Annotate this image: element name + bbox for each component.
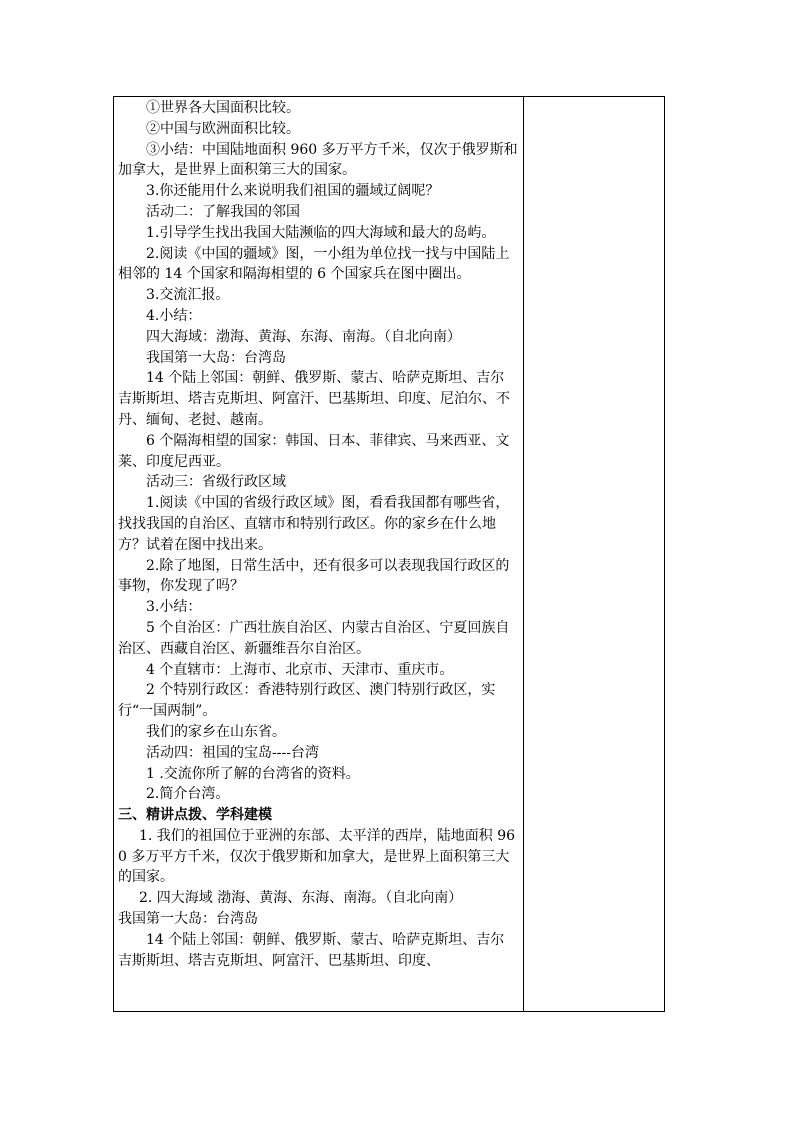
- paragraph: 1 .交流你所了解的台湾省的资料。: [146, 765, 360, 782]
- paragraph: 4.小结：: [146, 307, 202, 324]
- paragraph: 1.引导学生找出我国大陆濒临的四大海域和最大的岛屿。: [146, 224, 496, 241]
- paragraph: 3.小结：: [146, 599, 202, 616]
- paragraph: 2.阅读《中国的疆域》图，一小组为单位找一找与中国陆上相邻的 14 个国家和隔海相望的 6 个国家兵在图中圈出。: [118, 245, 510, 283]
- lesson-plan-table: [113, 96, 665, 1012]
- paragraph: 2.除了地图，日常生活中，还有很多可以表现我国行政区的事物，你发现了吗？: [118, 557, 510, 595]
- paragraph: 我国第一大岛：台湾岛: [146, 349, 286, 366]
- paragraph: 3.你还能用什么来说明我们祖国的疆域辽阔呢？: [146, 183, 440, 200]
- paragraph: 我国第一大岛：台湾岛: [118, 911, 258, 928]
- section-heading: 三、精讲点拨、学科建模: [118, 807, 272, 824]
- paragraph: ③小结：中国陆地面积 960 多万平方千米，仅次于俄罗斯和加拿大，是世界上面积第三大的国家。: [118, 141, 518, 179]
- paragraph: 2.简介台湾。: [146, 786, 230, 803]
- paragraph: 我们的家乡在山东省。: [146, 723, 286, 740]
- paragraph: 14 个陆上邻国：朝鲜、俄罗斯、蒙古、哈萨克斯坦、吉尔吉斯斯坦、塔吉克斯坦、阿富汗、巴基斯坦、印度、尼泊尔、不丹、缅甸、老挝、越南。: [118, 370, 510, 428]
- paragraph: 2 个特别行政区：香港特别行政区、澳门特别行政区，实行“一国两制”。: [118, 682, 496, 720]
- paragraph: 2. 四大海域 渤海、黄海、东海、南海。（自北向南）: [139, 890, 463, 907]
- paragraph: 1. 我们的祖国位于亚洲的东部、太平洋的西岸，陆地面积 960 多万平方千米，仅次于俄罗斯和加拿大，是世界上面积第三大的国家。: [118, 827, 516, 886]
- paragraph: ②中国与欧洲面积比较。: [146, 120, 300, 137]
- paragraph: 6 个隔海相望的国家：韩国、日本、菲律宾、马来西亚、文莱、印度尼西亚。: [118, 432, 510, 470]
- paragraph: 4 个直辖市：上海市、北京市、天津市、重庆市。: [146, 661, 454, 678]
- paragraph: ①世界各大国面积比较。: [146, 100, 300, 116]
- activity-heading: 活动三：省级行政区域: [146, 474, 286, 491]
- content-cell: [118, 98, 518, 971]
- activity-heading: 活动四：祖国的宝岛----台湾: [146, 744, 319, 761]
- activity-heading: 活动二：了解我国的邻国: [146, 203, 300, 220]
- paragraph: 14 个陆上邻国：朝鲜、俄罗斯、蒙古、哈萨克斯坦、吉尔吉斯斯坦、塔吉克斯坦、阿富汗、巴基斯坦、印度、: [118, 931, 505, 969]
- paragraph: 5 个自治区：广西壮族自治区、内蒙古自治区、宁夏回族自治区、西藏自治区、新疆维吾尔自治区。: [118, 619, 510, 657]
- paragraph: 四大海域：渤海、黄海、东海、南海。（自北向南）: [146, 328, 461, 345]
- paragraph: 1.阅读《中国的省级行政区域》图，看看我国都有哪些省，找找我国的自治区、直辖市和特别行政区。你的家乡在什么地方？试着在图中找出来。: [118, 495, 510, 553]
- notes-cell: [524, 97, 664, 1011]
- paragraph: 3.交流汇报。: [146, 287, 230, 304]
